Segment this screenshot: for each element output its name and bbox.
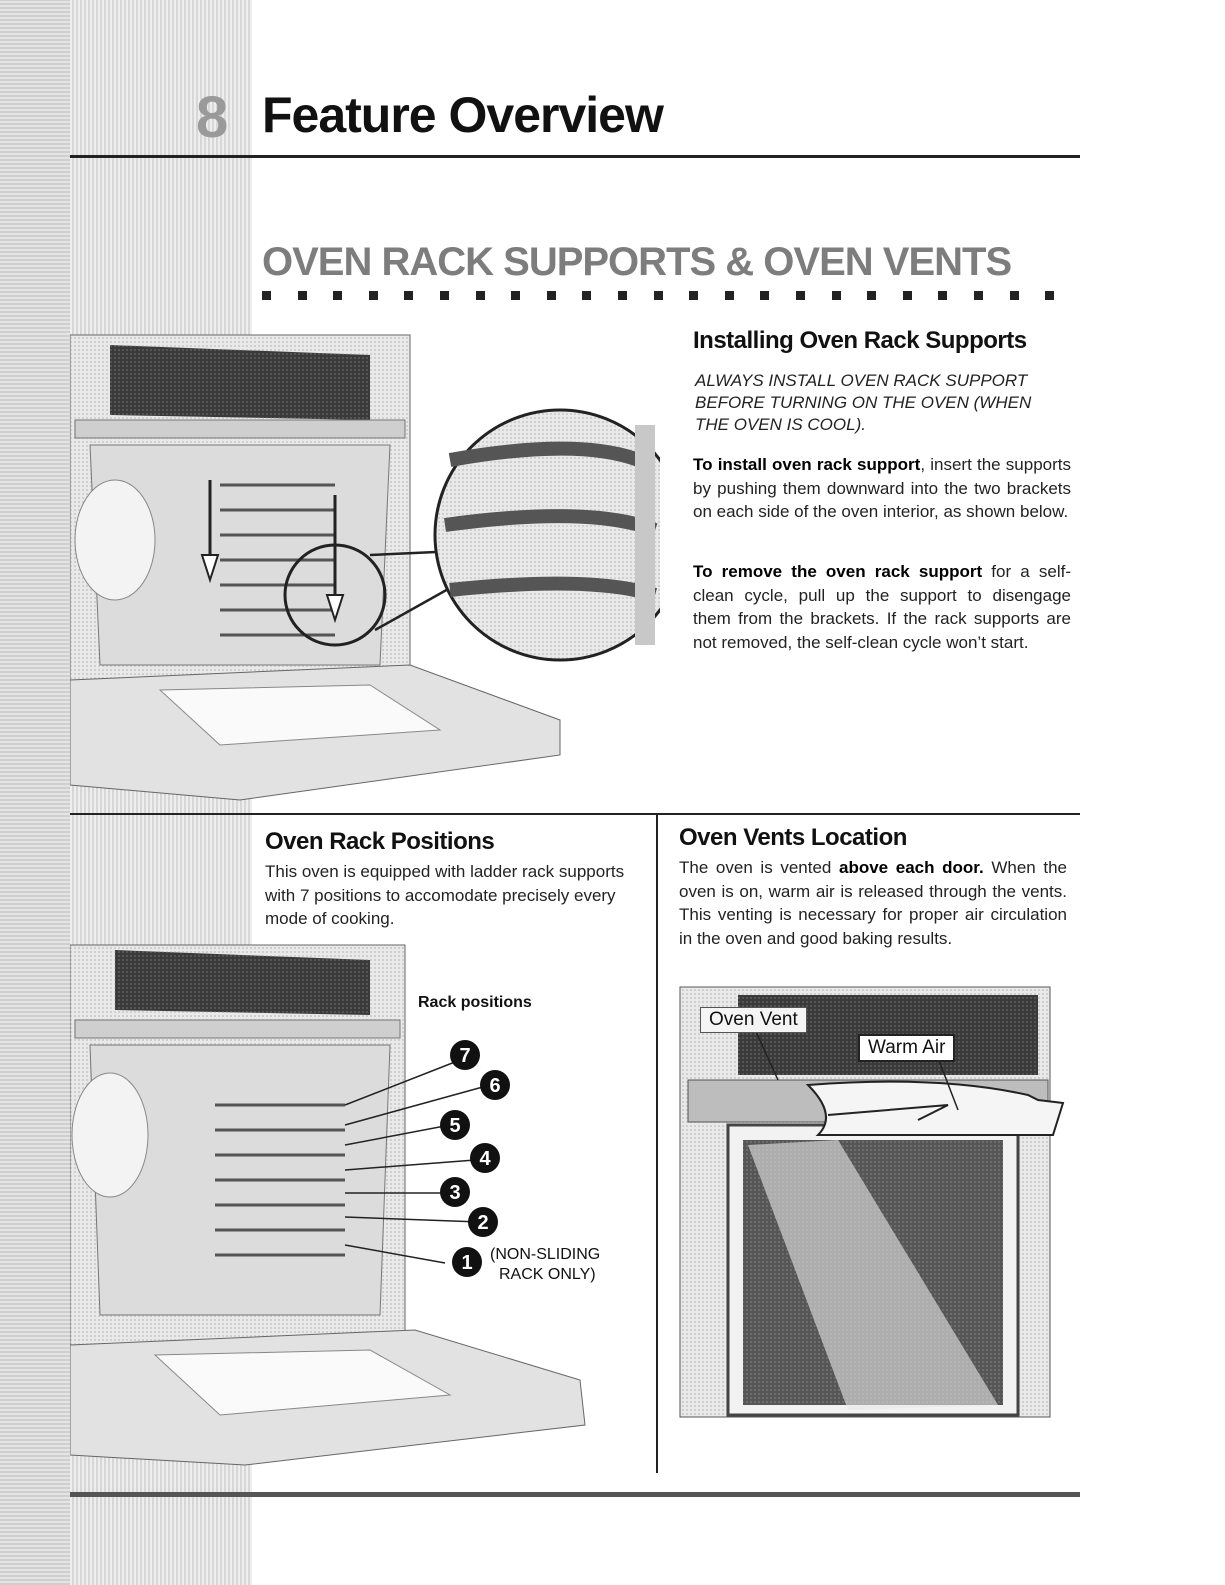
oven-vents-text: [679, 856, 1067, 950]
remove-paragraph: [693, 560, 1071, 654]
rack-position-6-label: 6: [489, 1075, 501, 1097]
rack-position-2: [468, 1207, 498, 1237]
warning-line-1: ALWAYS INSTALL OVEN RACK SUPPORT: [695, 371, 1028, 390]
divider-dot: [974, 291, 983, 300]
vents-text-before: The oven is vented: [679, 858, 839, 877]
middle-rule: [70, 813, 1080, 815]
non-sliding-line-2: RACK ONLY): [499, 1266, 596, 1283]
rack-positions-heading: Oven Rack Positions: [265, 828, 495, 855]
install-lead: To install oven rack support: [693, 455, 921, 474]
rack-positions-label: Rack positions: [418, 994, 532, 1011]
installing-heading: Installing Oven Rack Supports: [693, 327, 1027, 354]
side-texture-band: [0, 0, 70, 1585]
non-sliding-note: [490, 1245, 600, 1285]
divider-dot: [760, 291, 769, 300]
rack-position-4: [470, 1143, 500, 1173]
oven-rack-support-illustration: [70, 325, 660, 805]
divider-dot: [796, 291, 805, 300]
column-rule: [656, 813, 658, 1473]
oven-vent-label: Oven Vent: [700, 1007, 807, 1033]
oven-rack-positions-illustration: [70, 935, 655, 1475]
non-sliding-line-1: (NON-SLIDING: [490, 1246, 601, 1263]
divider-dot: [440, 291, 449, 300]
rack-position-1: [452, 1247, 482, 1277]
divider-dot: [725, 291, 734, 300]
rack-position-4-label: 4: [479, 1148, 491, 1170]
footer-rule: [70, 1492, 1080, 1497]
divider-dot: [582, 291, 591, 300]
rack-position-2-label: 2: [477, 1212, 489, 1234]
section-title: OVEN RACK SUPPORTS & OVEN VENTS: [262, 240, 1012, 284]
divider-dot: [333, 291, 342, 300]
rack-position-6: [480, 1070, 510, 1100]
divider-dot: [369, 291, 378, 300]
divider-dot: [1010, 291, 1019, 300]
divider-dot: [476, 291, 485, 300]
remove-text: for a self-clean cycle, pull up the support to disengage them from the brackets. If the rack supports are not removed, the self-clean cycle won’t start.: [693, 562, 1071, 652]
vents-text-bold: above each door.: [839, 858, 984, 877]
divider-dot: [547, 291, 556, 300]
divider-dot: [618, 291, 627, 300]
rack-position-3-label: 3: [449, 1182, 461, 1204]
warm-air-label: Warm Air: [858, 1034, 955, 1062]
rack-position-5: [440, 1110, 470, 1140]
installing-warning: [695, 370, 1031, 436]
divider-dot: [404, 291, 413, 300]
chapter-number: 8: [196, 85, 229, 150]
rack-position-7-label: 7: [459, 1045, 471, 1067]
warning-line-2: BEFORE TURNING ON THE OVEN (WHEN: [695, 393, 1032, 412]
divider-dot: [867, 291, 876, 300]
chapter-title: Feature Overview: [262, 87, 663, 143]
oven-vents-heading: Oven Vents Location: [679, 824, 907, 851]
section-dot-divider: [262, 291, 1082, 301]
header-rule: [70, 155, 1080, 158]
divider-dot: [938, 291, 947, 300]
rack-position-5-label: 5: [449, 1115, 461, 1137]
rack-position-3: [440, 1177, 470, 1207]
divider-dot: [689, 291, 698, 300]
vents-text-after: When the oven is on, warm air is released through the vents. This venting is necessary for proper air circulation in the oven and good baking results.: [679, 858, 1067, 948]
divider-dot: [654, 291, 663, 300]
divider-dot: [1045, 291, 1054, 300]
divider-dot: [832, 291, 841, 300]
warning-line-3: THE OVEN IS COOL).: [695, 415, 866, 434]
divider-dot: [903, 291, 912, 300]
divider-dot: [511, 291, 520, 300]
install-paragraph: [693, 453, 1071, 524]
rack-position-7: [450, 1040, 480, 1070]
install-text: , insert the supports by pushing them downward into the two brackets on each side of the oven interior, as shown below.: [693, 455, 1071, 521]
divider-dot: [262, 291, 271, 300]
remove-lead: To remove the oven rack support: [693, 562, 983, 581]
rack-positions-text: This oven is equipped with ladder rack supports with 7 positions to accomodate precisely every mode of cooking.: [265, 862, 625, 928]
rack-position-1-label: 1: [461, 1252, 473, 1274]
divider-dot: [298, 291, 307, 300]
